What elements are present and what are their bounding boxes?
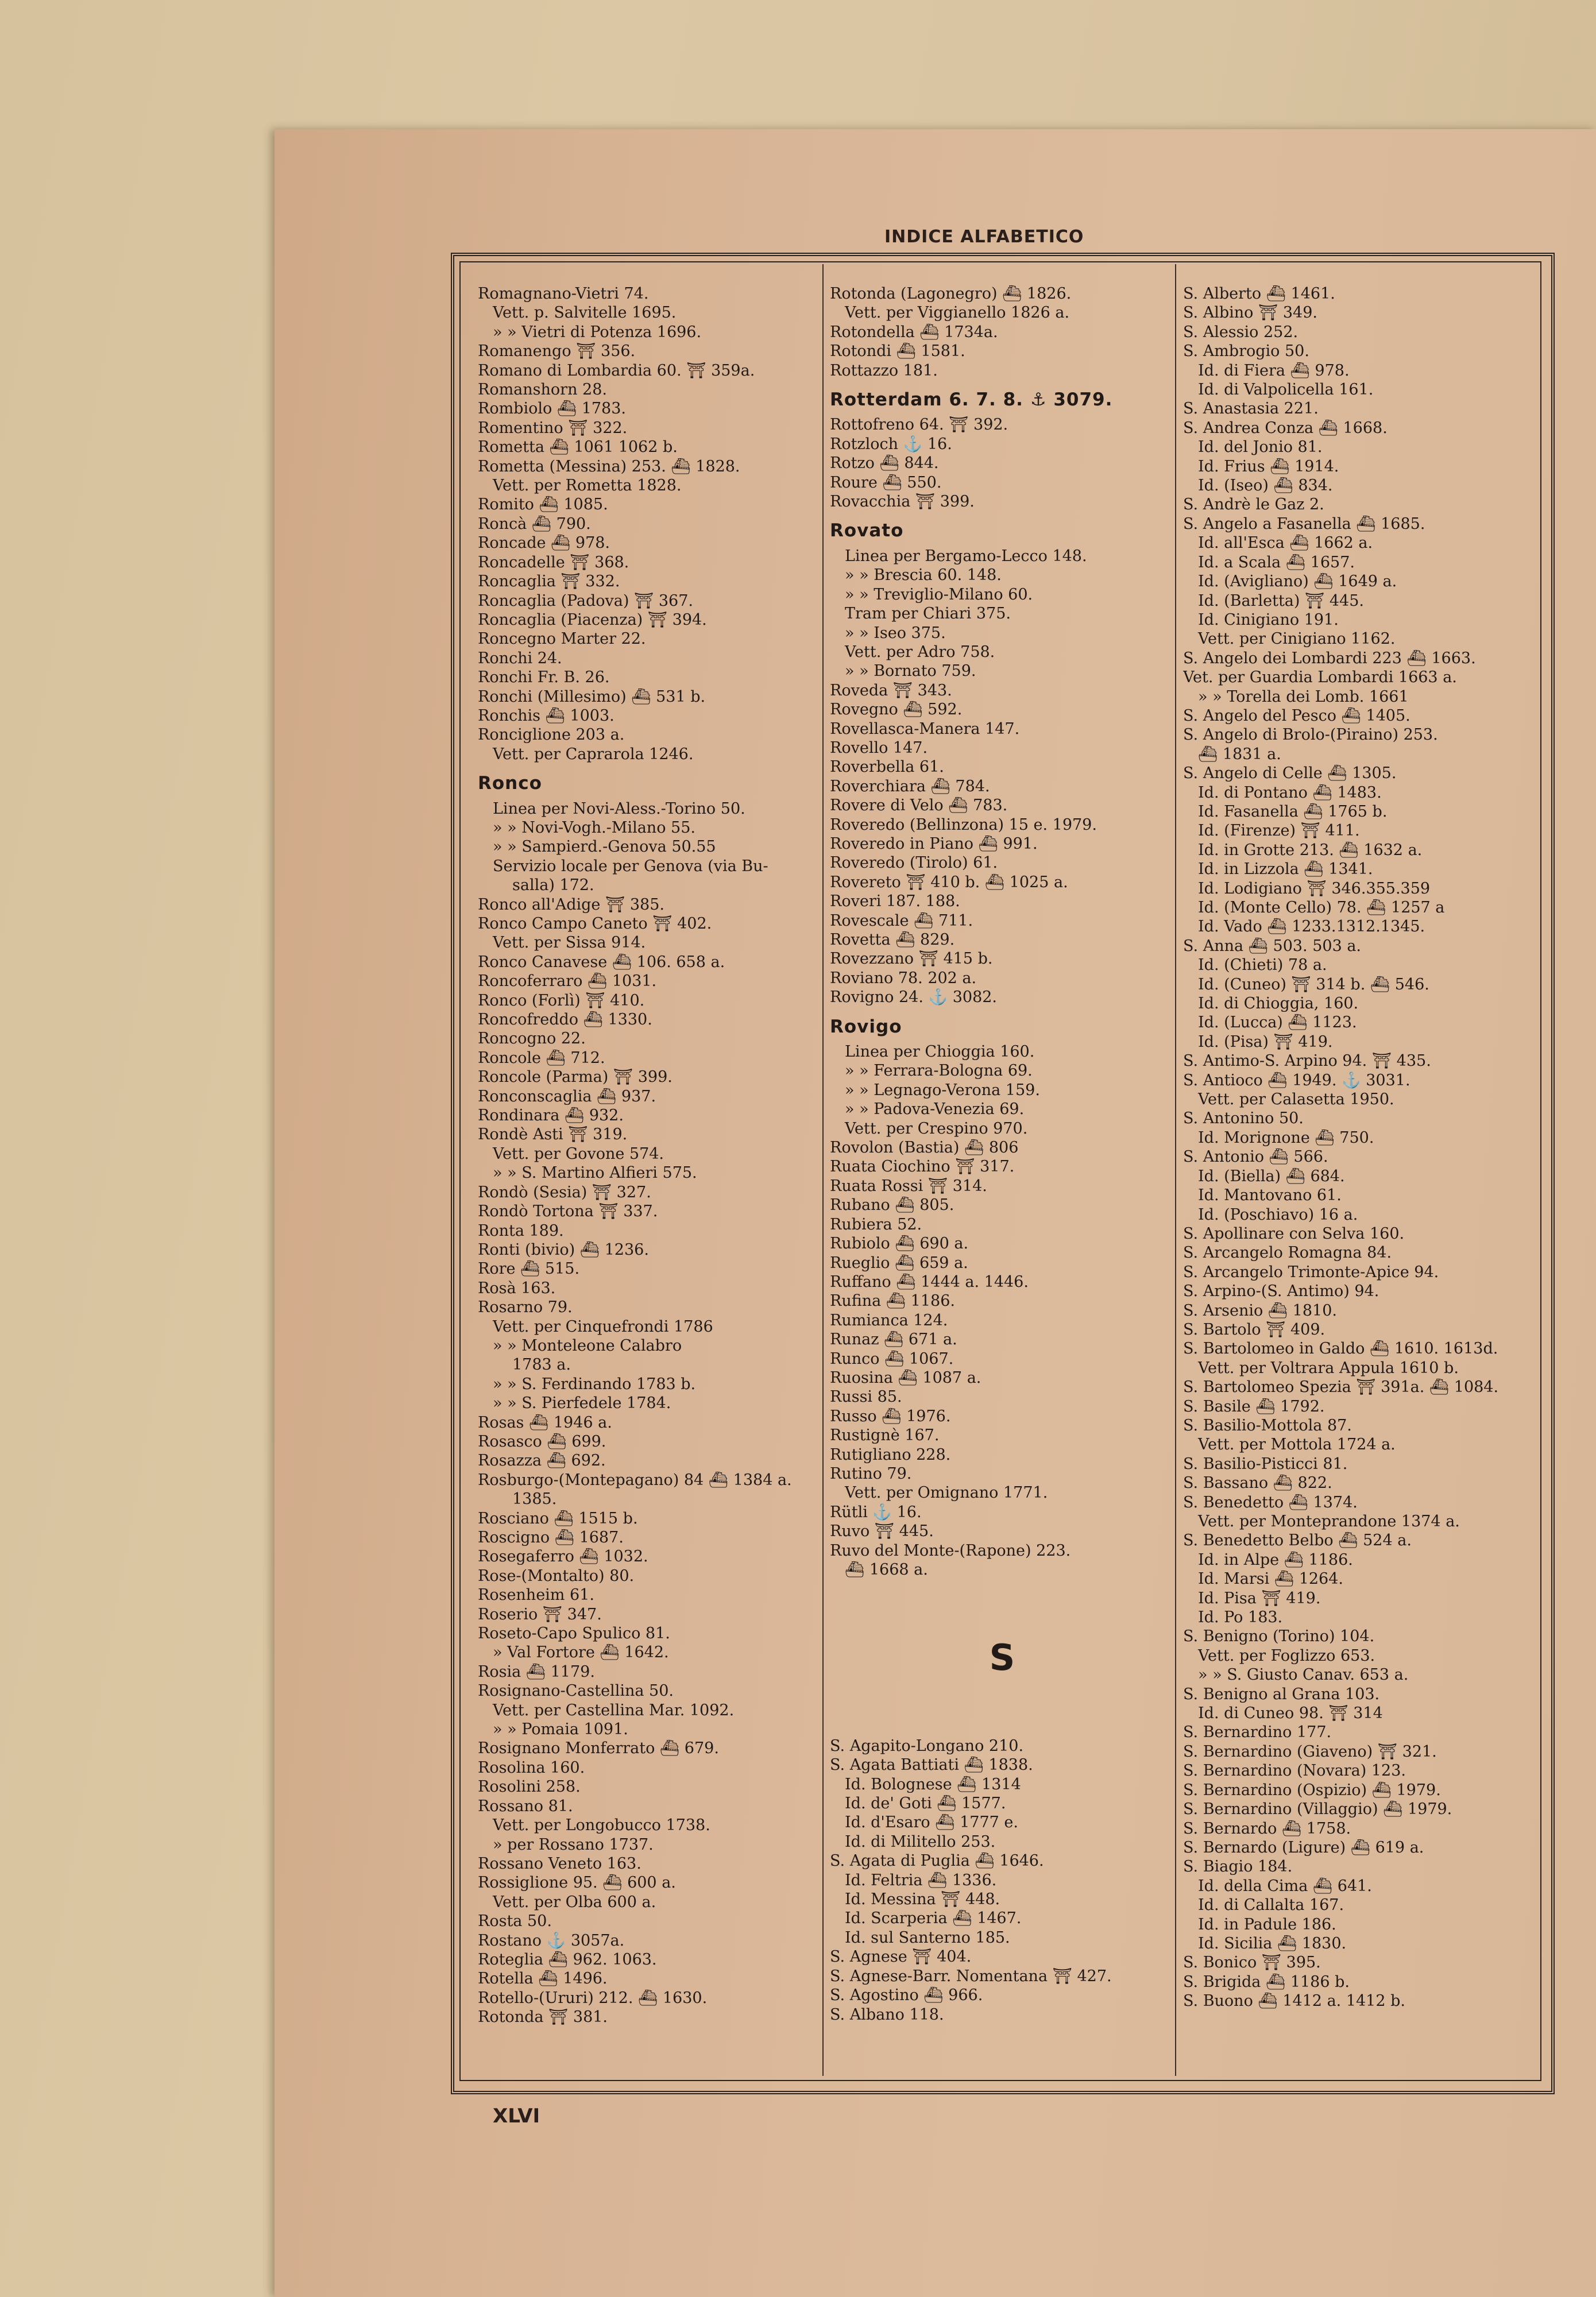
index-entry: Id. Frius ⛴ 1914. xyxy=(1198,457,1339,475)
index-entry: Romito ⛴ 1085. xyxy=(478,496,608,514)
index-entry: Id. (Chieti) 78 a. xyxy=(1198,956,1327,975)
index-entry: Rostano ⚓ 3057a. xyxy=(478,1931,625,1950)
index-entry: Romano di Lombardia 60. ⛩ 359a. xyxy=(478,361,755,380)
index-entry: S. Agapito-Longano 210. xyxy=(830,1737,1024,1755)
index-entry: S. Agata di Puglia ⛴ 1646. xyxy=(830,1852,1044,1870)
index-entry: Id. d'Esaro ⛴ 1777 e. xyxy=(845,1813,1018,1832)
index-entry: Ronchi Fr. B. 26. xyxy=(478,668,610,687)
index-entry: Id. Cinigiano 191. xyxy=(1198,610,1339,629)
index-entry: Rondò Tortona ⛩ 337. xyxy=(478,1202,658,1221)
index-entry: » » Brescia 60. 148. xyxy=(845,566,1002,585)
index-column-3 xyxy=(1183,284,1528,2076)
column-divider xyxy=(822,264,824,2076)
index-entry: Id. (Biella) ⛴ 684. xyxy=(1198,1167,1345,1185)
index-entry: Id. Lodigiano ⛩ 346.355.359 xyxy=(1198,879,1431,898)
index-entry: Romanshorn 28. xyxy=(478,381,607,399)
index-entry: Roncole ⛴ 712. xyxy=(478,1049,605,1067)
index-entry: Ronco Canavese ⛴ 106. 658 a. xyxy=(478,953,725,971)
index-entry: Rondò (Sesia) ⛩ 327. xyxy=(478,1183,651,1201)
index-entry: Rosolini 258. xyxy=(478,1778,581,1796)
index-entry: S. Alessio 252. xyxy=(1183,323,1299,341)
index-entry: Rottazzo 181. xyxy=(830,361,938,380)
index-entry: S. Bartolo ⛩ 409. xyxy=(1183,1320,1326,1339)
index-entry: S. Bassano ⛴ 822. xyxy=(1183,1474,1332,1492)
index-entry: » » Novi-Vogh.-Milano 55. xyxy=(493,818,695,837)
index-entry: Rufina ⛴ 1186. xyxy=(830,1292,955,1310)
index-entry: S. Bernardo ⛴ 1758. xyxy=(1183,1819,1351,1838)
index-column-2 xyxy=(830,284,1174,2076)
index-entry: Vett. per Monteprandone 1374 a. xyxy=(1198,1513,1460,1530)
index-entry: » » Iseo 375. xyxy=(845,624,946,642)
index-entry: S. Basilio-Mottola 87. xyxy=(1183,1416,1352,1434)
index-entry: Id. (Lucca) ⛴ 1123. xyxy=(1198,1014,1357,1032)
index-entry: S. Agnese ⛩ 404. xyxy=(830,1948,972,1966)
index-entry: Romentino ⛩ 322. xyxy=(478,419,628,437)
index-entry: Roncaglia (Padova) ⛩ 367. xyxy=(478,591,693,610)
index-entry: S. Biagio 184. xyxy=(1183,1858,1293,1876)
index-entry: Id. di Callalta 167. xyxy=(1198,1896,1344,1915)
index-entry: Rosazza ⛴ 692. xyxy=(478,1452,606,1470)
index-entry: Vett. per Caprarola 1246. xyxy=(493,745,694,763)
index-entry: S. Buono ⛴ 1412 a. 1412 b. xyxy=(1183,1992,1405,2010)
index-entry: Rosignano-Castellina 50. xyxy=(478,1682,674,1700)
index-entry: Roncade ⛴ 978. xyxy=(478,534,610,552)
index-entry: Rosas ⛴ 1946 a. xyxy=(478,1413,612,1432)
index-entry: S. Antimo-S. Arpino 94. ⛩ 435. xyxy=(1183,1052,1431,1070)
index-entry: Vett. per Longobucco 1738. xyxy=(493,1816,710,1835)
index-entry: Id. di Militello 253. xyxy=(845,1832,996,1851)
index-entry: Id. di Fiera ⛴ 978. xyxy=(1198,361,1350,380)
index-entry: Rosolina 160. xyxy=(478,1758,585,1777)
index-entry: Rosarno 79. xyxy=(478,1298,573,1317)
index-entry: Russi 85. xyxy=(830,1388,902,1406)
index-entry: Roncaglia ⛩ 332. xyxy=(478,573,620,591)
index-entry: S. Angelo di Brolo-(Piraino) 253. xyxy=(1183,726,1438,744)
index-entry: Rueglio ⛴ 659 a. xyxy=(830,1254,968,1272)
index-entry: Vett. per Sissa 914. xyxy=(493,934,646,952)
index-entry: Rossano 81. xyxy=(478,1797,573,1815)
index-entry: Roverchiara ⛴ 784. xyxy=(830,777,990,795)
index-entry: S. Benigno (Torino) 104. xyxy=(1183,1627,1375,1646)
index-entry: Roncofreddo ⛴ 1330. xyxy=(478,1011,652,1029)
index-entry: » » S. Pierfedele 1784. xyxy=(493,1394,671,1413)
index-entry: S. Bartolomeo in Galdo ⛴ 1610. 1613d. xyxy=(1183,1340,1498,1358)
index-entry: Id. in Padule 186. xyxy=(1198,1915,1336,1933)
index-entry: Rovere di Velo ⛴ 783. xyxy=(830,796,1008,815)
index-entry: Id. di Cuneo 98. ⛩ 314 xyxy=(1198,1704,1383,1723)
index-entry: Rombiolo ⛴ 1783. xyxy=(478,400,626,418)
index-entry: S. Angelo a Fasanella ⛴ 1685. xyxy=(1183,515,1425,533)
index-entry: S. Bernardino 177. xyxy=(1183,1723,1332,1742)
index-entry: Rovolon (Bastia) ⛴ 806 xyxy=(830,1139,1019,1157)
index-entry: Rubiolo ⛴ 690 a. xyxy=(830,1235,969,1253)
index-entry: Rosignano Monferrato ⛴ 679. xyxy=(478,1739,719,1758)
index-entry: Rovellasca-Manera 147. xyxy=(830,720,1020,738)
index-entry: Rotzloch ⚓ 16. xyxy=(830,435,952,453)
section-heading: Rovato xyxy=(830,520,904,542)
index-entry: Roveredo (Bellinzona) 15 e. 1979. xyxy=(830,815,1097,834)
index-entry: ⛴ 1831 a. xyxy=(1198,745,1281,763)
index-entry: Roure ⛴ 550. xyxy=(830,473,942,492)
index-entry: Roncoferraro ⛴ 1031. xyxy=(478,972,657,991)
index-entry: S. Anastasia 221. xyxy=(1183,400,1319,418)
index-entry: Id. a Scala ⛴ 1657. xyxy=(1198,553,1355,571)
index-entry: S. Bernardino (Giaveno) ⛩ 321. xyxy=(1183,1742,1437,1761)
index-entry: Rosenheim 61. xyxy=(478,1586,594,1604)
index-entry: S. Angelo dei Lombardi 223 ⛴ 1663. xyxy=(1183,649,1476,667)
index-entry: Id. (Poschiavo) 16 a. xyxy=(1198,1205,1358,1224)
index-entry: Rottofreno 64. ⛩ 392. xyxy=(830,416,1008,434)
index-entry: Rosburgo-(Montepagano) 84 ⛴ 1384 a. xyxy=(478,1471,792,1489)
index-entry: Id. di Pontano ⛴ 1483. xyxy=(1198,783,1382,802)
section-heading: Rovigo xyxy=(830,1016,902,1037)
index-entry: Rovereto ⛩ 410 b. ⛴ 1025 a. xyxy=(830,873,1068,891)
index-entry: » » Legnago-Verona 159. xyxy=(845,1081,1040,1099)
index-entry: Id. (Iseo) ⛴ 834. xyxy=(1198,477,1333,495)
index-entry: Roncole (Parma) ⛩ 399. xyxy=(478,1068,673,1086)
index-entry: Ronconscaglia ⛴ 937. xyxy=(478,1087,656,1105)
index-entry: » » S. Giusto Canav. 653 a. xyxy=(1198,1666,1409,1684)
index-entry: Ruffano ⛴ 1444 a. 1446. xyxy=(830,1273,1029,1291)
index-entry: S. Brigida ⛴ 1186 b. xyxy=(1183,1973,1350,1991)
index-entry: Vett. per Viggianello 1826 a. xyxy=(845,304,1070,322)
index-entry: Rovetta ⛴ 829. xyxy=(830,931,955,949)
letter-heading: S xyxy=(989,1637,1015,1679)
index-entry: Roviano 78. 202 a. xyxy=(830,969,977,987)
index-entry: S. Antonio ⛴ 566. xyxy=(1183,1148,1328,1166)
index-entry: S. Anna ⛴ 503. 503 a. xyxy=(1183,937,1362,955)
index-entry: Rore ⛴ 515. xyxy=(478,1260,580,1278)
index-entry: » » S. Martino Alfieri 575. xyxy=(493,1164,697,1182)
index-entry: Id. Messina ⛩ 448. xyxy=(845,1890,1000,1909)
index-entry: S. Angelo di Celle ⛴ 1305. xyxy=(1183,764,1397,783)
column-divider xyxy=(1175,264,1176,2076)
index-entry: Tram per Chiari 375. xyxy=(845,605,1011,623)
index-entry: Id. all'Esca ⛴ 1662 a. xyxy=(1198,534,1373,552)
index-entry: Roserio ⛩ 347. xyxy=(478,1605,602,1623)
index-entry: Roncadelle ⛩ 368. xyxy=(478,553,629,571)
index-entry: Rotonda (Lagonegro) ⛴ 1826. xyxy=(830,285,1072,303)
index-entry: Vett. per Adro 758. xyxy=(845,643,995,661)
index-entry: Id. Morignone ⛴ 750. xyxy=(1198,1128,1374,1147)
index-entry: Id. (Cuneo) ⛩ 314 b. ⛴ 546. xyxy=(1198,975,1429,993)
index-entry: Vett. p. Salvitelle 1695. xyxy=(493,304,677,322)
index-entry: Vet. per Guardia Lombardi 1663 a. xyxy=(1183,668,1457,687)
index-entry: S. Bonico ⛩ 395. xyxy=(1183,1954,1321,1972)
index-entry: Id. Po 183. xyxy=(1198,1608,1283,1627)
index-entry: S. Apollinare con Selva 160. xyxy=(1183,1224,1405,1243)
index-entry: Id. di Valpolicella 161. xyxy=(1198,381,1374,399)
page-number: XLVI xyxy=(493,2105,540,2128)
index-entry: Id. (Pisa) ⛩ 419. xyxy=(1198,1033,1333,1051)
index-entry: Vett. per Omignano 1771. xyxy=(845,1484,1048,1502)
index-entry: Id. (Barletta) ⛩ 445. xyxy=(1198,591,1364,610)
index-entry: Id. (Firenze) ⛩ 411. xyxy=(1198,822,1360,840)
index-entry: » Val Fortore ⛴ 1642. xyxy=(493,1644,669,1662)
index-entry: Vett. per Mottola 1724 a. xyxy=(1198,1436,1396,1454)
index-entry: 1783 a. xyxy=(512,1356,571,1374)
index-entry: Id. Bolognese ⛴ 1314 xyxy=(845,1775,1021,1793)
index-entry: S. Andrea Conza ⛴ 1668. xyxy=(1183,419,1388,437)
index-entry: Roncegno Marter 22. xyxy=(478,630,646,648)
index-entry: Rometta ⛴ 1061 1062 b. xyxy=(478,438,678,457)
index-entry: Ronco (Forlì) ⛩ 410. xyxy=(478,991,645,1010)
index-entry: Rustignè 167. xyxy=(830,1426,940,1445)
index-entry: Rubiera 52. xyxy=(830,1215,922,1233)
index-entry: Rometta (Messina) 253. ⛴ 1828. xyxy=(478,457,740,475)
index-entry: Rondè Asti ⛩ 319. xyxy=(478,1126,628,1144)
index-entry: » » S. Ferdinando 1783 b. xyxy=(493,1375,696,1393)
index-entry: Linea per Novi-Aless.-Torino 50. xyxy=(493,799,745,818)
index-entry: Vett. per Crespino 970. xyxy=(845,1119,1028,1138)
index-entry: S. Bartolomeo Spezia ⛩ 391a. ⛴ 1084. xyxy=(1183,1378,1499,1397)
page-header: INDICE ALFABETICO xyxy=(884,227,1084,247)
index-entry: Ruvo ⛩ 445. xyxy=(830,1522,934,1541)
index-entry: Rotzo ⛴ 844. xyxy=(830,454,939,473)
index-entry: Ronco all'Adige ⛩ 385. xyxy=(478,895,664,914)
index-entry: S. Ambrogio 50. xyxy=(1183,342,1309,361)
index-entry: » » Treviglio-Milano 60. xyxy=(845,585,1033,604)
index-entry: » » Bornato 759. xyxy=(845,662,976,680)
index-entry: S. Bernardo (Ligure) ⛴ 619 a. xyxy=(1183,1838,1424,1857)
index-entry: » per Rossano 1737. xyxy=(493,1835,654,1854)
section-heading: Rotterdam 6. 7. 8. ⚓ 3079. xyxy=(830,389,1113,411)
index-entry: Rosà 163. xyxy=(478,1279,556,1297)
index-entry: S. Basilio-Pisticci 81. xyxy=(1183,1455,1348,1473)
index-entry: Vett. per Rometta 1828. xyxy=(493,477,682,495)
index-entry: 1385. xyxy=(512,1490,557,1509)
index-entry: S. Antonino 50. xyxy=(1183,1109,1304,1128)
index-entry: Id. sul Santerno 185. xyxy=(845,1928,1010,1947)
index-entry: Vett. per Castellina Mar. 1092. xyxy=(493,1701,735,1719)
index-entry: Rütli ⚓ 16. xyxy=(830,1503,922,1521)
index-entry: Roscigno ⛴ 1687. xyxy=(478,1529,624,1546)
index-entry: Rotello-(Ururi) 212. ⛴ 1630. xyxy=(478,1989,708,2007)
index-entry: Vett. per Cinquefrondi 1786 xyxy=(493,1317,713,1336)
index-entry: » » Ferrara-Bologna 69. xyxy=(845,1062,1033,1080)
index-entry: ⛴ 1668 a. xyxy=(845,1561,928,1579)
index-entry: Id. del Jonio 81. xyxy=(1198,438,1323,457)
index-entry: S. Agata Battiati ⛴ 1838. xyxy=(830,1756,1033,1774)
index-entry: Runaz ⛴ 671 a. xyxy=(830,1331,957,1349)
index-entry: Id. Vado ⛴ 1233.1312.1345. xyxy=(1198,918,1425,936)
index-entry: Russo ⛴ 1976. xyxy=(830,1407,951,1425)
index-entry: Ruata Rossi ⛩ 314. xyxy=(830,1177,987,1195)
index-entry: Id. Scarperia ⛴ 1467. xyxy=(845,1909,1022,1928)
index-entry: Id. Fasanella ⛴ 1765 b. xyxy=(1198,802,1388,821)
index-entry: Id. in Lizzola ⛴ 1341. xyxy=(1198,860,1373,879)
index-entry: Vett. per Govone 574. xyxy=(493,1144,664,1163)
index-entry: Romagnano-Vietri 74. xyxy=(478,285,649,303)
index-entry: S. Bernardino (Novara) 123. xyxy=(1183,1762,1406,1780)
index-entry: S. Angelo del Pesco ⛴ 1405. xyxy=(1183,706,1410,725)
index-entry: S. Arpino-(S. Antimo) 94. xyxy=(1183,1282,1379,1301)
index-entry: Rosegaferro ⛴ 1032. xyxy=(478,1548,648,1566)
index-entry: Ruosina ⛴ 1087 a. xyxy=(830,1368,981,1387)
index-entry: » » Pomaia 1091. xyxy=(493,1720,628,1739)
index-entry: Rose-(Montalto) 80. xyxy=(478,1567,635,1585)
index-entry: salla) 172. xyxy=(512,876,594,895)
index-entry: Rubano ⛴ 805. xyxy=(830,1196,954,1215)
index-entry: Rotonda ⛩ 381. xyxy=(478,2008,608,2027)
index-entry: S. Arsenio ⛴ 1810. xyxy=(1183,1301,1337,1320)
index-entry: Id. della Cima ⛴ 641. xyxy=(1198,1877,1372,1895)
index-entry: S. Agnese-Barr. Nomentana ⛩ 427. xyxy=(830,1967,1112,1985)
index-entry: Ronchi (Millesimo) ⛴ 531 b. xyxy=(478,687,706,706)
index-entry: Id. (Monte Cello) 78. ⛴ 1257 a xyxy=(1198,899,1445,917)
index-entry: S. Andrè le Gaz 2. xyxy=(1183,496,1324,514)
index-entry: Id. Sicilia ⛴ 1830. xyxy=(1198,1934,1347,1952)
index-entry: Id. (Avigliano) ⛴ 1649 a. xyxy=(1198,573,1397,591)
index-entry: S. Antioco ⛴ 1949. ⚓ 3031. xyxy=(1183,1071,1410,1089)
index-entry: Roveredo (Tirolo) 61. xyxy=(830,854,998,872)
index-entry: Rovacchia ⛩ 399. xyxy=(830,493,975,511)
index-entry: S. Basile ⛴ 1792. xyxy=(1183,1397,1325,1416)
index-entry: Id. in Grotte 213. ⛴ 1632 a. xyxy=(1198,841,1423,859)
index-entry: Roveri 187. 188. xyxy=(830,892,960,911)
index-entry: Rossano Veneto 163. xyxy=(478,1854,642,1873)
index-entry: Rosciano ⛴ 1515 b. xyxy=(478,1509,638,1528)
index-entry: Ronco Campo Caneto ⛩ 402. xyxy=(478,915,712,933)
index-entry: S. Albino ⛩ 349. xyxy=(1183,304,1317,322)
index-column-1 xyxy=(478,284,822,2076)
index-entry: Rumianca 124. xyxy=(830,1311,948,1329)
index-entry: Rovegno ⛴ 592. xyxy=(830,701,963,719)
index-entry: Ronti (bivio) ⛴ 1236. xyxy=(478,1240,649,1259)
index-entry: S. Arcangelo Trimonte-Apice 94. xyxy=(1183,1263,1439,1281)
index-entry: S. Agostino ⛴ 966. xyxy=(830,1986,983,2005)
section-heading: Ronco xyxy=(478,773,542,794)
index-entry: Roseto-Capo Spulico 81. xyxy=(478,1625,670,1643)
index-entry: Servizio locale per Genova (via Bu- xyxy=(493,857,768,875)
index-entry: S. Bernardino (Villaggio) ⛴ 1979. xyxy=(1183,1800,1452,1819)
index-entry: S. Benedetto Belbo ⛴ 524 a. xyxy=(1183,1532,1412,1550)
index-entry: Rovigno 24. ⚓ 3082. xyxy=(830,988,998,1007)
index-entry: Rosia ⛴ 1179. xyxy=(478,1662,595,1681)
index-entry: S. Alberto ⛴ 1461. xyxy=(1183,285,1335,303)
index-entry: Ronchis ⛴ 1003. xyxy=(478,706,615,725)
index-entry: Ruvo del Monte-(Rapone) 223. xyxy=(830,1541,1071,1560)
index-entry: Runco ⛴ 1067. xyxy=(830,1349,954,1368)
index-entry: Id. Pisa ⛩ 419. xyxy=(1198,1589,1321,1607)
index-entry: Id. de' Goti ⛴ 1577. xyxy=(845,1795,1006,1813)
index-entry: Vett. per Calasetta 1950. xyxy=(1198,1091,1394,1109)
index-entry: S. Bernardino (Ospizio) ⛴ 1979. xyxy=(1183,1781,1441,1799)
index-entry: Id. Feltria ⛴ 1336. xyxy=(845,1871,997,1889)
index-entry: Id. Mantovano 61. xyxy=(1198,1186,1342,1205)
index-entry: Rovescale ⛴ 711. xyxy=(830,911,973,930)
index-entry: Roveda ⛩ 343. xyxy=(830,681,952,699)
index-entry: Roncogno 22. xyxy=(478,1030,586,1048)
index-entry: Rovezzano ⛩ 415 b. xyxy=(830,950,993,968)
index-entry: Rossiglione 95. ⛴ 600 a. xyxy=(478,1874,676,1892)
index-entry: » » Vietri di Potenza 1696. xyxy=(493,323,702,341)
index-entry: » » Sampierd.-Genova 50.55 xyxy=(493,838,716,856)
index-entry: Id. di Chioggia, 160. xyxy=(1198,995,1359,1013)
index-entry: Rotondi ⛴ 1581. xyxy=(830,342,965,361)
index-entry: Rutino 79. xyxy=(830,1464,912,1483)
index-entry: Ronciglione 203 a. xyxy=(478,726,625,744)
index-entry: Vett. per Olba 600 a. xyxy=(493,1893,656,1911)
index-entry: Vett. per Foglizzo 653. xyxy=(1198,1646,1375,1665)
index-entry: » » Torella dei Lomb. 1661 xyxy=(1198,687,1409,706)
index-entry: S. Benigno al Grana 103. xyxy=(1183,1685,1380,1703)
index-entry: S. Albano 118. xyxy=(830,2005,944,2024)
index-entry: Roncà ⛴ 790. xyxy=(478,515,591,533)
index-entry: Roverbella 61. xyxy=(830,758,944,776)
index-entry: S. Arcangelo Romagna 84. xyxy=(1183,1244,1392,1262)
index-entry: Ruata Ciochino ⛩ 317. xyxy=(830,1158,1015,1176)
index-entry: Ronchi 24. xyxy=(478,649,562,667)
index-entry: Linea per Bergamo-Lecco 148. xyxy=(845,547,1087,565)
index-entry: Rutigliano 228. xyxy=(830,1445,951,1464)
index-entry: Roncaglia (Piacenza) ⛩ 394. xyxy=(478,610,707,629)
index-entry: Ronta 189. xyxy=(478,1221,564,1240)
index-entry: » » Monteleone Calabro xyxy=(493,1336,682,1355)
index-entry: Id. Marsi ⛴ 1264. xyxy=(1198,1570,1343,1588)
index-entry: Rotondella ⛴ 1734a. xyxy=(830,323,998,341)
index-entry: Rondinara ⛴ 932. xyxy=(478,1107,624,1125)
index-entry: Rovello 147. xyxy=(830,738,928,757)
index-entry: Rosta 50. xyxy=(478,1912,552,1931)
index-entry: Linea per Chioggia 160. xyxy=(845,1043,1035,1061)
index-entry: Roteglia ⛴ 962. 1063. xyxy=(478,1950,657,1969)
index-entry: Roveredo in Piano ⛴ 991. xyxy=(830,834,1038,853)
index-entry: S. Benedetto ⛴ 1374. xyxy=(1183,1493,1358,1511)
index-entry: » » Padova-Venezia 69. xyxy=(845,1100,1025,1119)
index-entry: Vett. per Voltrara Appula 1610 b. xyxy=(1198,1359,1459,1377)
index-entry: Rotella ⛴ 1496. xyxy=(478,1970,608,1988)
index-entry: Romanengo ⛩ 356. xyxy=(478,342,636,361)
index-entry: Vett. per Cinigiano 1162. xyxy=(1198,630,1396,648)
index-entry: Id. in Alpe ⛴ 1186. xyxy=(1198,1550,1353,1569)
index-entry: Rosasco ⛴ 699. xyxy=(478,1432,606,1451)
